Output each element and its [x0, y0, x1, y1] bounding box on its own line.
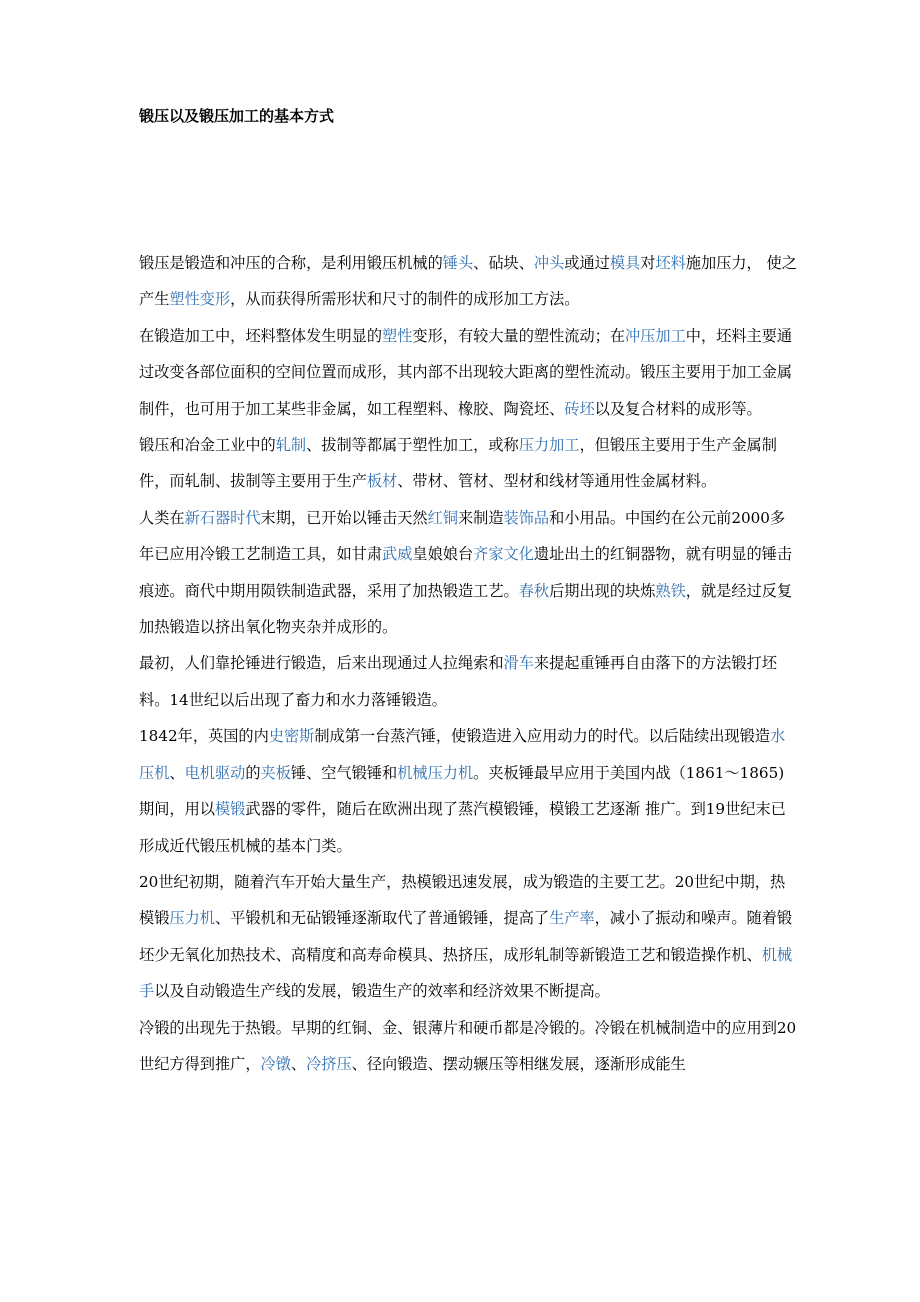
text-run: 、平锻机和无砧锻锤逐渐取代了普通锻锤，提高了 [214, 909, 550, 928]
document-title: 锻压以及锻压加工的基本方式 [139, 107, 335, 125]
paragraph [139, 718, 799, 864]
hyperlink[interactable]: 机械手 [139, 945, 793, 1001]
hyperlink[interactable]: 模锻 [214, 800, 246, 819]
text-run: 或通过 [564, 254, 610, 272]
hyperlink[interactable]: 模具 [609, 254, 641, 272]
paragraph [139, 245, 799, 318]
text-run: 最初，人们靠抡锤进行锻造，后来出现通过人拉绳索和 [139, 654, 504, 673]
text-run: 对 [640, 254, 656, 272]
text-run: 变形，有较大量的塑性流动；在 [412, 326, 625, 345]
text-run: 1842年，英国的内 [139, 727, 269, 746]
paragraph [139, 318, 799, 427]
text-run: 、径向锻造、摆动辗压等相继发展，逐渐形成能生 [351, 1054, 686, 1073]
text-run: 的 [245, 763, 261, 782]
text-run: 武器的零件，随后在欧洲出现了蒸汽模锻锤，模锻工艺逐渐 推广。到19世纪末已形成近代锻压机械的基本门类。 [139, 800, 786, 855]
paragraph [139, 645, 799, 718]
text-run: ，但锻压主要用于生产金属制件，而轧制、拔制等主要用于生产 [139, 436, 777, 491]
hyperlink[interactable]: 轧制 [275, 436, 307, 455]
text-run: ，减小了振动和噪声。随着锻坯少无氧化加热技术、高精度和高寿命模具、热挤压，成形轧制等新锻造工艺和锻造操作机、 [139, 909, 793, 964]
text-run: 制成第一台蒸汽锤，使锻造进入应用动力的时代。以后陆续出现锻造 [314, 727, 770, 746]
hyperlink[interactable]: 装饰品 [503, 508, 550, 527]
hyperlink[interactable]: 锤头 [442, 254, 474, 272]
text-run: 来制造 [457, 508, 504, 527]
hyperlink[interactable]: 齐家文化 [473, 545, 534, 564]
text-run: 以及自动锻造生产线的发展，锻造生产的效率和经济效果不断提高。 [154, 982, 610, 1001]
hyperlink[interactable]: 滑车 [503, 654, 534, 673]
hyperlink[interactable]: 熟铁 [655, 581, 686, 600]
text-run: 、 [290, 1054, 307, 1073]
text-run: 人类在 [139, 508, 185, 527]
text-run: 来提起重锤再自由落下的方法锻打坯料。14世纪以后出现了畜力和水力落锤锻造。 [139, 654, 777, 709]
hyperlink[interactable]: 史密斯 [268, 727, 315, 746]
text-run: 末期，已开始以锤击天然 [260, 508, 428, 527]
hyperlink[interactable]: 生产率 [549, 909, 595, 928]
text-run: 20世纪初期，随着汽车开始大量生产，热模锻迅速发展，成为锻造的主要工艺。20世纪中期，热模锻 [139, 872, 786, 928]
text-run: 皇娘娘台 [412, 545, 474, 564]
text-run: 锻压和冶金工业中的 [139, 436, 276, 455]
paragraph [139, 864, 799, 1010]
text-run: 以及复合材料的成形等。 [594, 399, 762, 418]
hyperlink[interactable]: 压力加工 [518, 436, 580, 455]
text-run: 后期出现的块炼 [549, 581, 656, 600]
text-run: ，从而获得所需形状和尺寸的制件的成形加工方法。 [230, 290, 580, 309]
hyperlink[interactable]: 塑性 [382, 326, 413, 345]
text-run: ，就是经过反复加热锻造以挤出氧化物夹杂并成形的。 [139, 581, 793, 637]
hyperlink[interactable]: 砖坯 [564, 399, 595, 418]
text-run: 遗址出土的红铜器物，就有明显的锤击痕迹。商代中期用陨铁制造武器，采用了加热锻造工艺。 [139, 545, 793, 600]
text-run: 在锻造加工中，坯料整体发生明显的 [139, 326, 382, 345]
paragraph [139, 500, 799, 646]
text-run: 锤、空气锻锤和 [290, 763, 398, 782]
text-run: 冷锻的出现先于热锻。早期的红铜、金、银薄片和硬币都是冷锻的。冷锻在机械制造中的应用到20世纪方得到推广， [139, 1018, 797, 1073]
text-run: 、带材、管材、型材和线材等通用性金属材料。 [397, 472, 717, 491]
hyperlink[interactable]: 冷挤压 [306, 1054, 352, 1073]
hyperlink[interactable]: 春秋 [518, 581, 550, 600]
hyperlink[interactable]: 红铜 [427, 508, 458, 527]
hyperlink[interactable]: 冷镦 [260, 1054, 291, 1073]
paragraph [139, 1010, 799, 1083]
paragraph [139, 427, 799, 500]
hyperlink[interactable]: 塑性变形 [169, 290, 231, 309]
text-run: 中，坯料主要通过改变各部位面积的空间位置而成形，其内部不出现较大距离的塑性流动。锻压主要用于加工金属制件，也可用于加工某些非金属，如工程塑料、橡胶、陶瓷坯、 [139, 326, 793, 418]
text-run: 、砧块、 [473, 254, 534, 272]
hyperlink[interactable]: 冲压加工 [625, 326, 686, 345]
document-body [139, 245, 799, 1082]
text-run: 。夹板锤最早应用于美国内战（1861～1865)期间，用以 [139, 763, 785, 819]
hyperlink[interactable]: 坯料 [655, 254, 686, 272]
text-run: 和小用品。中国约在公元前2000多年已应用冷锻工艺制造工具，如甘肃 [139, 508, 786, 564]
hyperlink[interactable]: 压力机 [169, 909, 215, 928]
hyperlink[interactable]: 板材 [366, 472, 398, 491]
hyperlink[interactable]: 机械压力机 [397, 763, 474, 782]
hyperlink[interactable]: 夹板 [260, 763, 291, 782]
hyperlink[interactable]: 武威 [382, 545, 413, 564]
hyperlink[interactable]: 冲头 [533, 254, 565, 272]
text-run: 、拔制等都属于塑性加工，或称 [306, 436, 519, 455]
hyperlink[interactable]: 新石器时代 [184, 508, 261, 527]
text-run: 施加压力， 使之产生 [139, 254, 797, 309]
text-run: 、 [169, 763, 185, 782]
hyperlink[interactable]: 电机驱动 [184, 763, 246, 782]
hyperlink[interactable]: 水压机 [139, 727, 786, 782]
text-run: 锻压是锻造和冲压的合称，是利用锻压机械的 [139, 254, 443, 272]
